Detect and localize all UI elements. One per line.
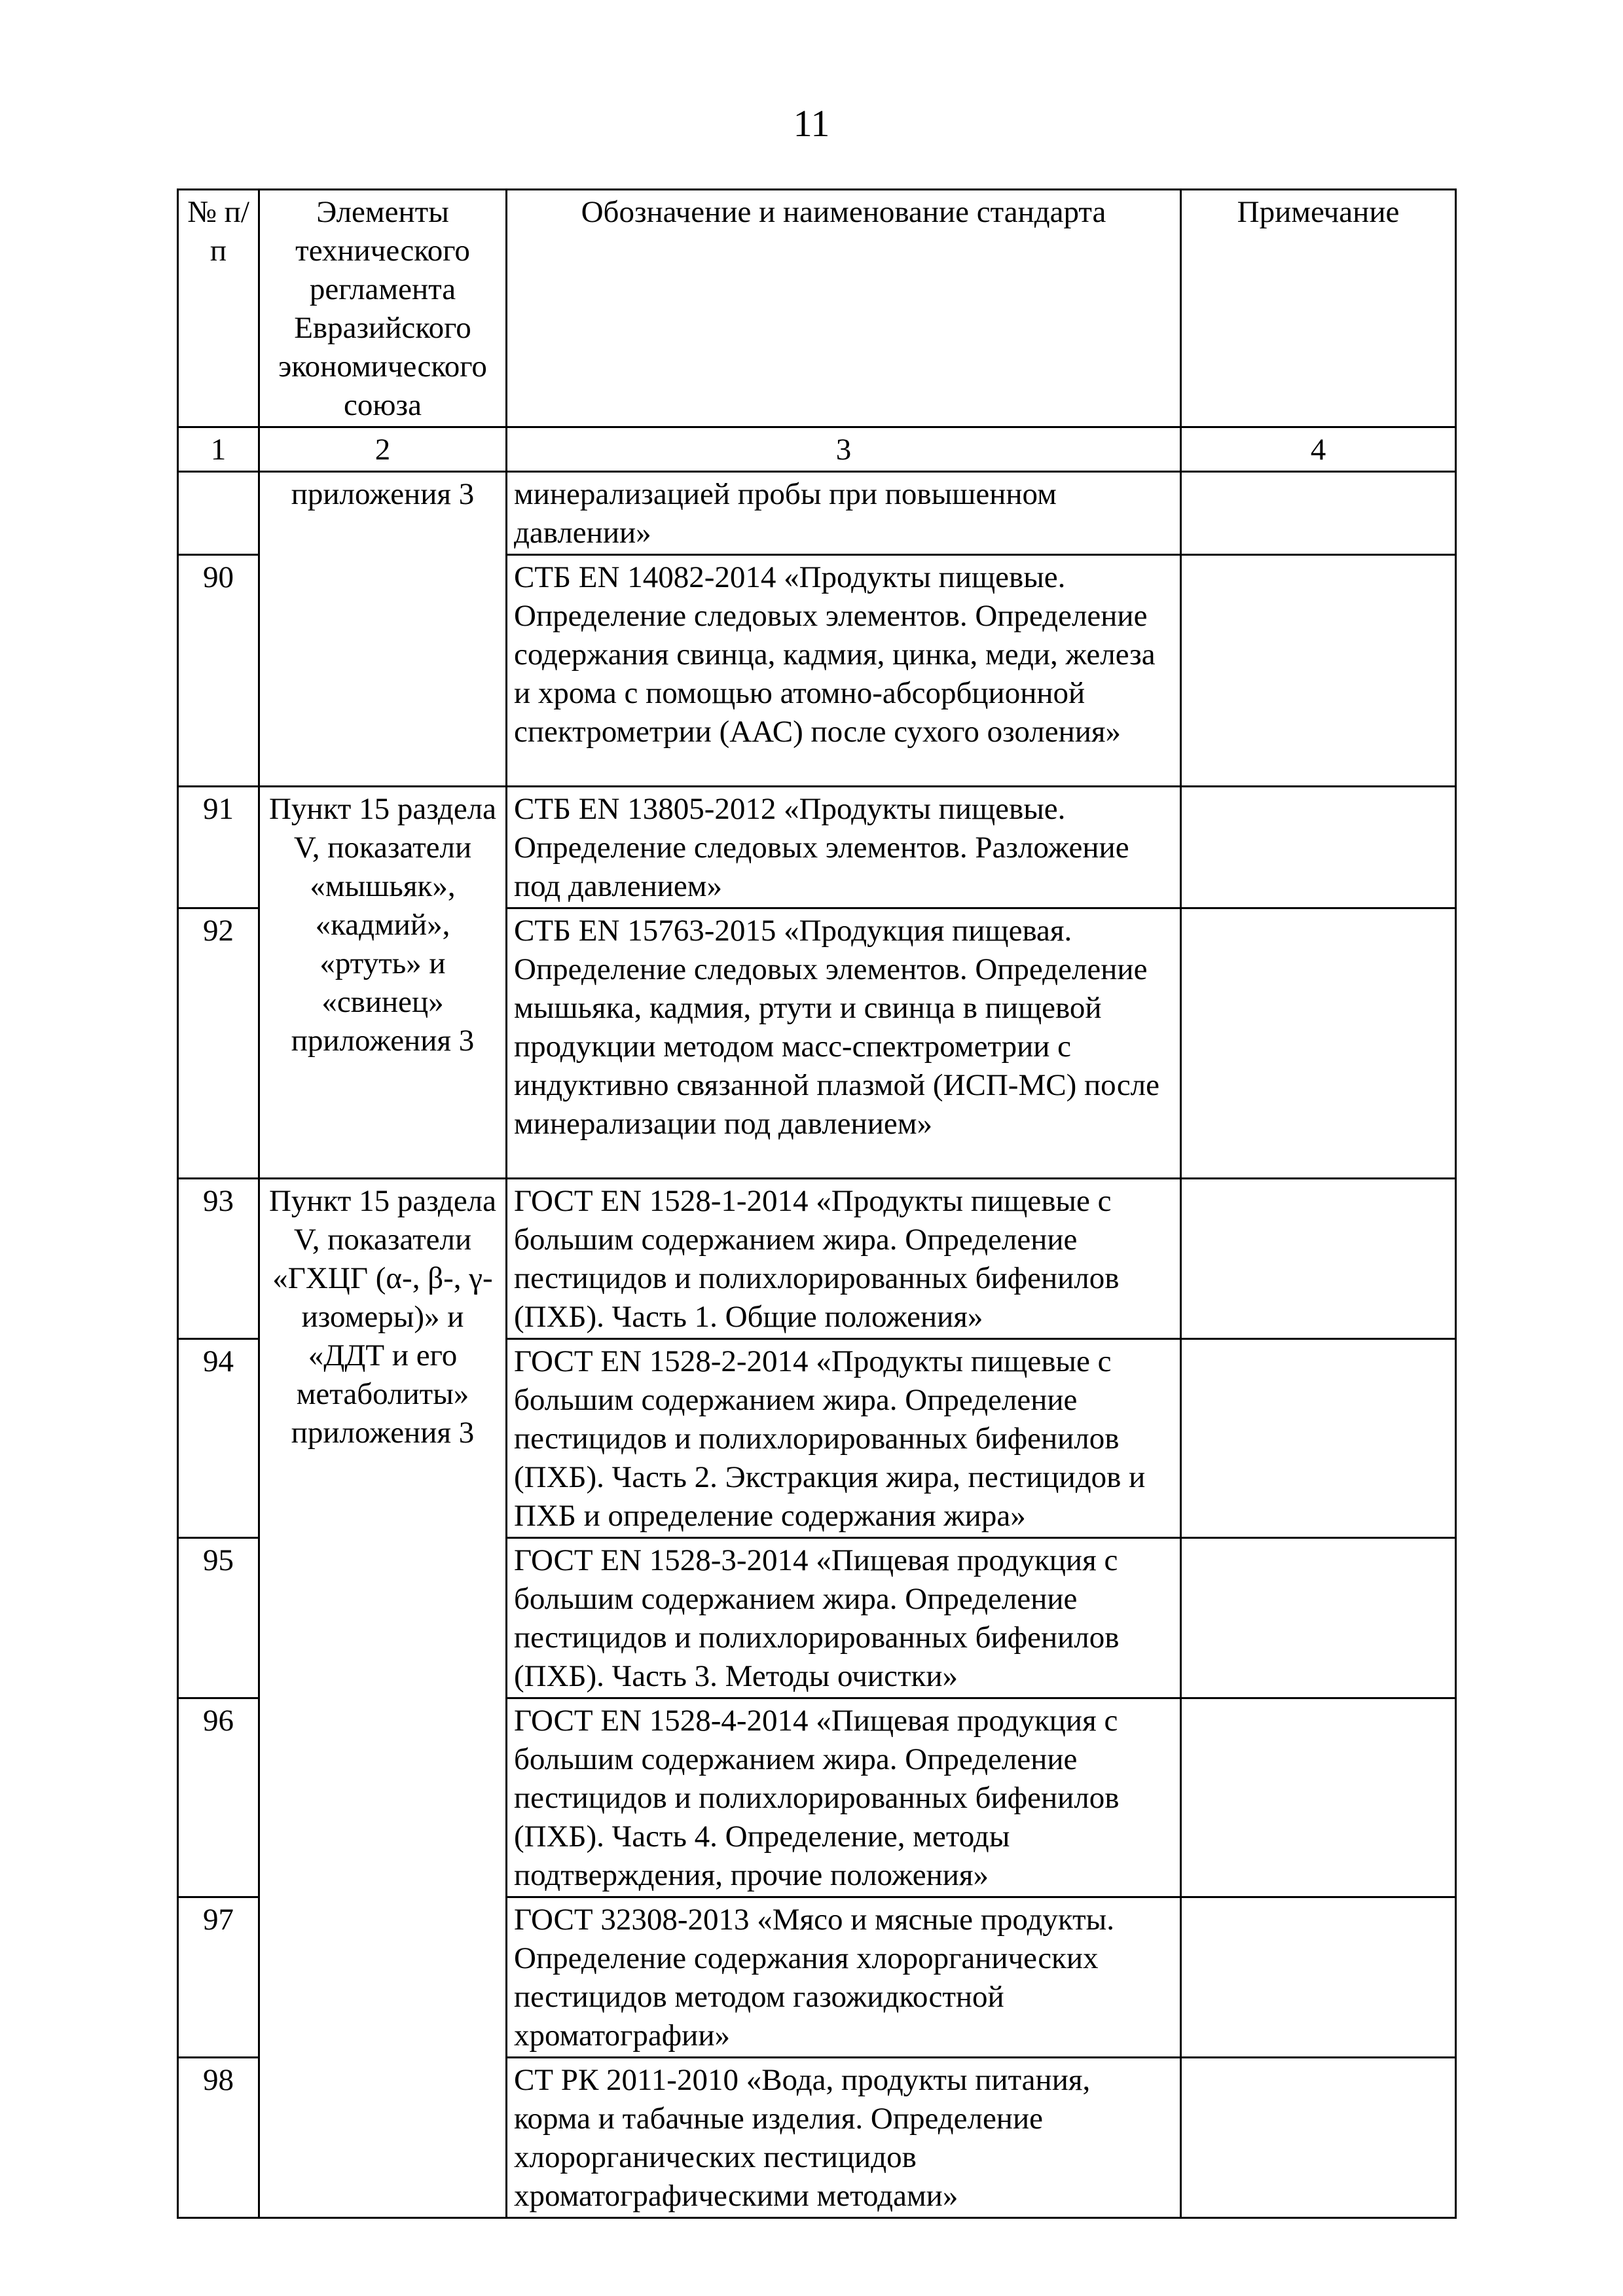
row-note (1181, 472, 1456, 555)
table-row (178, 787, 1456, 908)
column-number-row (178, 427, 1456, 472)
header-element: Элементы технического регламента Евразийского экономического союза (259, 190, 507, 427)
table-header-row (178, 190, 1456, 427)
row-number: 92 (178, 908, 259, 1179)
row-number: 91 (178, 787, 259, 908)
column-number: 2 (259, 427, 507, 472)
row-note (1181, 1897, 1456, 2058)
row-note (1181, 1179, 1456, 1339)
page-number: 11 (793, 102, 830, 145)
header-note: Примечание (1181, 190, 1456, 427)
row-standard: ГОСТ EN 1528-3-2014 «Пищевая продукция с большим содержанием жира. Определение пестицидов и полихлорированных бифенилов (ПХБ). Часть 3. Методы очистки» (507, 1538, 1181, 1698)
standards-table (177, 188, 1457, 2219)
table-row (178, 472, 1456, 555)
row-standard: минерализацией пробы при повышенном давлении» (507, 472, 1181, 555)
table-row (178, 1179, 1456, 1339)
row-note (1181, 787, 1456, 908)
column-number: 3 (507, 427, 1181, 472)
column-number: 1 (178, 427, 259, 472)
row-number: 90 (178, 555, 259, 787)
column-number: 4 (1181, 427, 1456, 472)
row-number: 95 (178, 1538, 259, 1698)
row-element: приложения 3 (259, 472, 507, 787)
row-number: 94 (178, 1339, 259, 1538)
row-note (1181, 908, 1456, 1179)
row-note (1181, 1538, 1456, 1698)
row-number: 97 (178, 1897, 259, 2058)
header-standard: Обозначение и наименование стандарта (507, 190, 1181, 427)
row-standard: СТ РК 2011-2010 «Вода, продукты питания, корма и табачные изделия. Определение хлорорганических пестицидов хроматографическими методами» (507, 2058, 1181, 2218)
row-number (178, 472, 259, 555)
row-standard: ГОСТ EN 1528-4-2014 «Пищевая продукция с большим содержанием жира. Определение пестицидов и полихлорированных бифенилов (ПХБ). Часть 4. Определение, методы подтверждения, прочие положения» (507, 1698, 1181, 1897)
header-num: № п/п (178, 190, 259, 427)
row-note (1181, 1339, 1456, 1538)
row-standard: СТБ EN 13805-2012 «Продукты пищевые. Определение следовых элементов. Разложение под давлением» (507, 787, 1181, 908)
row-note (1181, 1698, 1456, 1897)
row-element: Пункт 15 раздела V, показатели «мышьяк», «кадмий», «ртуть» и «свинец» приложения 3 (259, 787, 507, 1179)
row-note (1181, 2058, 1456, 2218)
row-standard: СТБ EN 14082-2014 «Продукты пищевые. Определение следовых элементов. Определение содержания свинца, кадмия, цинка, меди, железа и хрома с помощью атомно-абсорбционной спектрометрии (ААС) после сухого озоления» (507, 555, 1181, 787)
row-standard: ГОСТ EN 1528-1-2014 «Продукты пищевые с большим содержанием жира. Определение пестицидов и полихлорированных бифенилов (ПХБ). Часть 1. Общие положения» (507, 1179, 1181, 1339)
row-number: 93 (178, 1179, 259, 1339)
row-standard: ГОСТ EN 1528-2-2014 «Продукты пищевые с большим содержанием жира. Определение пестицидов и полихлорированных бифенилов (ПХБ). Часть 2. Экстракция жира, пестицидов и ПХБ и определение содержания жира» (507, 1339, 1181, 1538)
row-standard: ГОСТ 32308-2013 «Мясо и мясные продукты. Определение содержания хлорорганических пестицидов методом газожидкостной хроматографии» (507, 1897, 1181, 2058)
row-standard: СТБ EN 15763-2015 «Продукция пищевая. Определение следовых элементов. Определение мышьяка, кадмия, ртути и свинца в пищевой продукции методом масс-спектрометрии с индуктивно связанной плазмой (ИСП-МС) после минерализации под давлением» (507, 908, 1181, 1179)
row-note (1181, 555, 1456, 787)
row-number: 96 (178, 1698, 259, 1897)
row-element: Пункт 15 раздела V, показатели «ГХЦГ (α-, β-, γ- изомеры)» и «ДДТ и его метаболиты» приложения 3 (259, 1179, 507, 2218)
row-number: 98 (178, 2058, 259, 2218)
